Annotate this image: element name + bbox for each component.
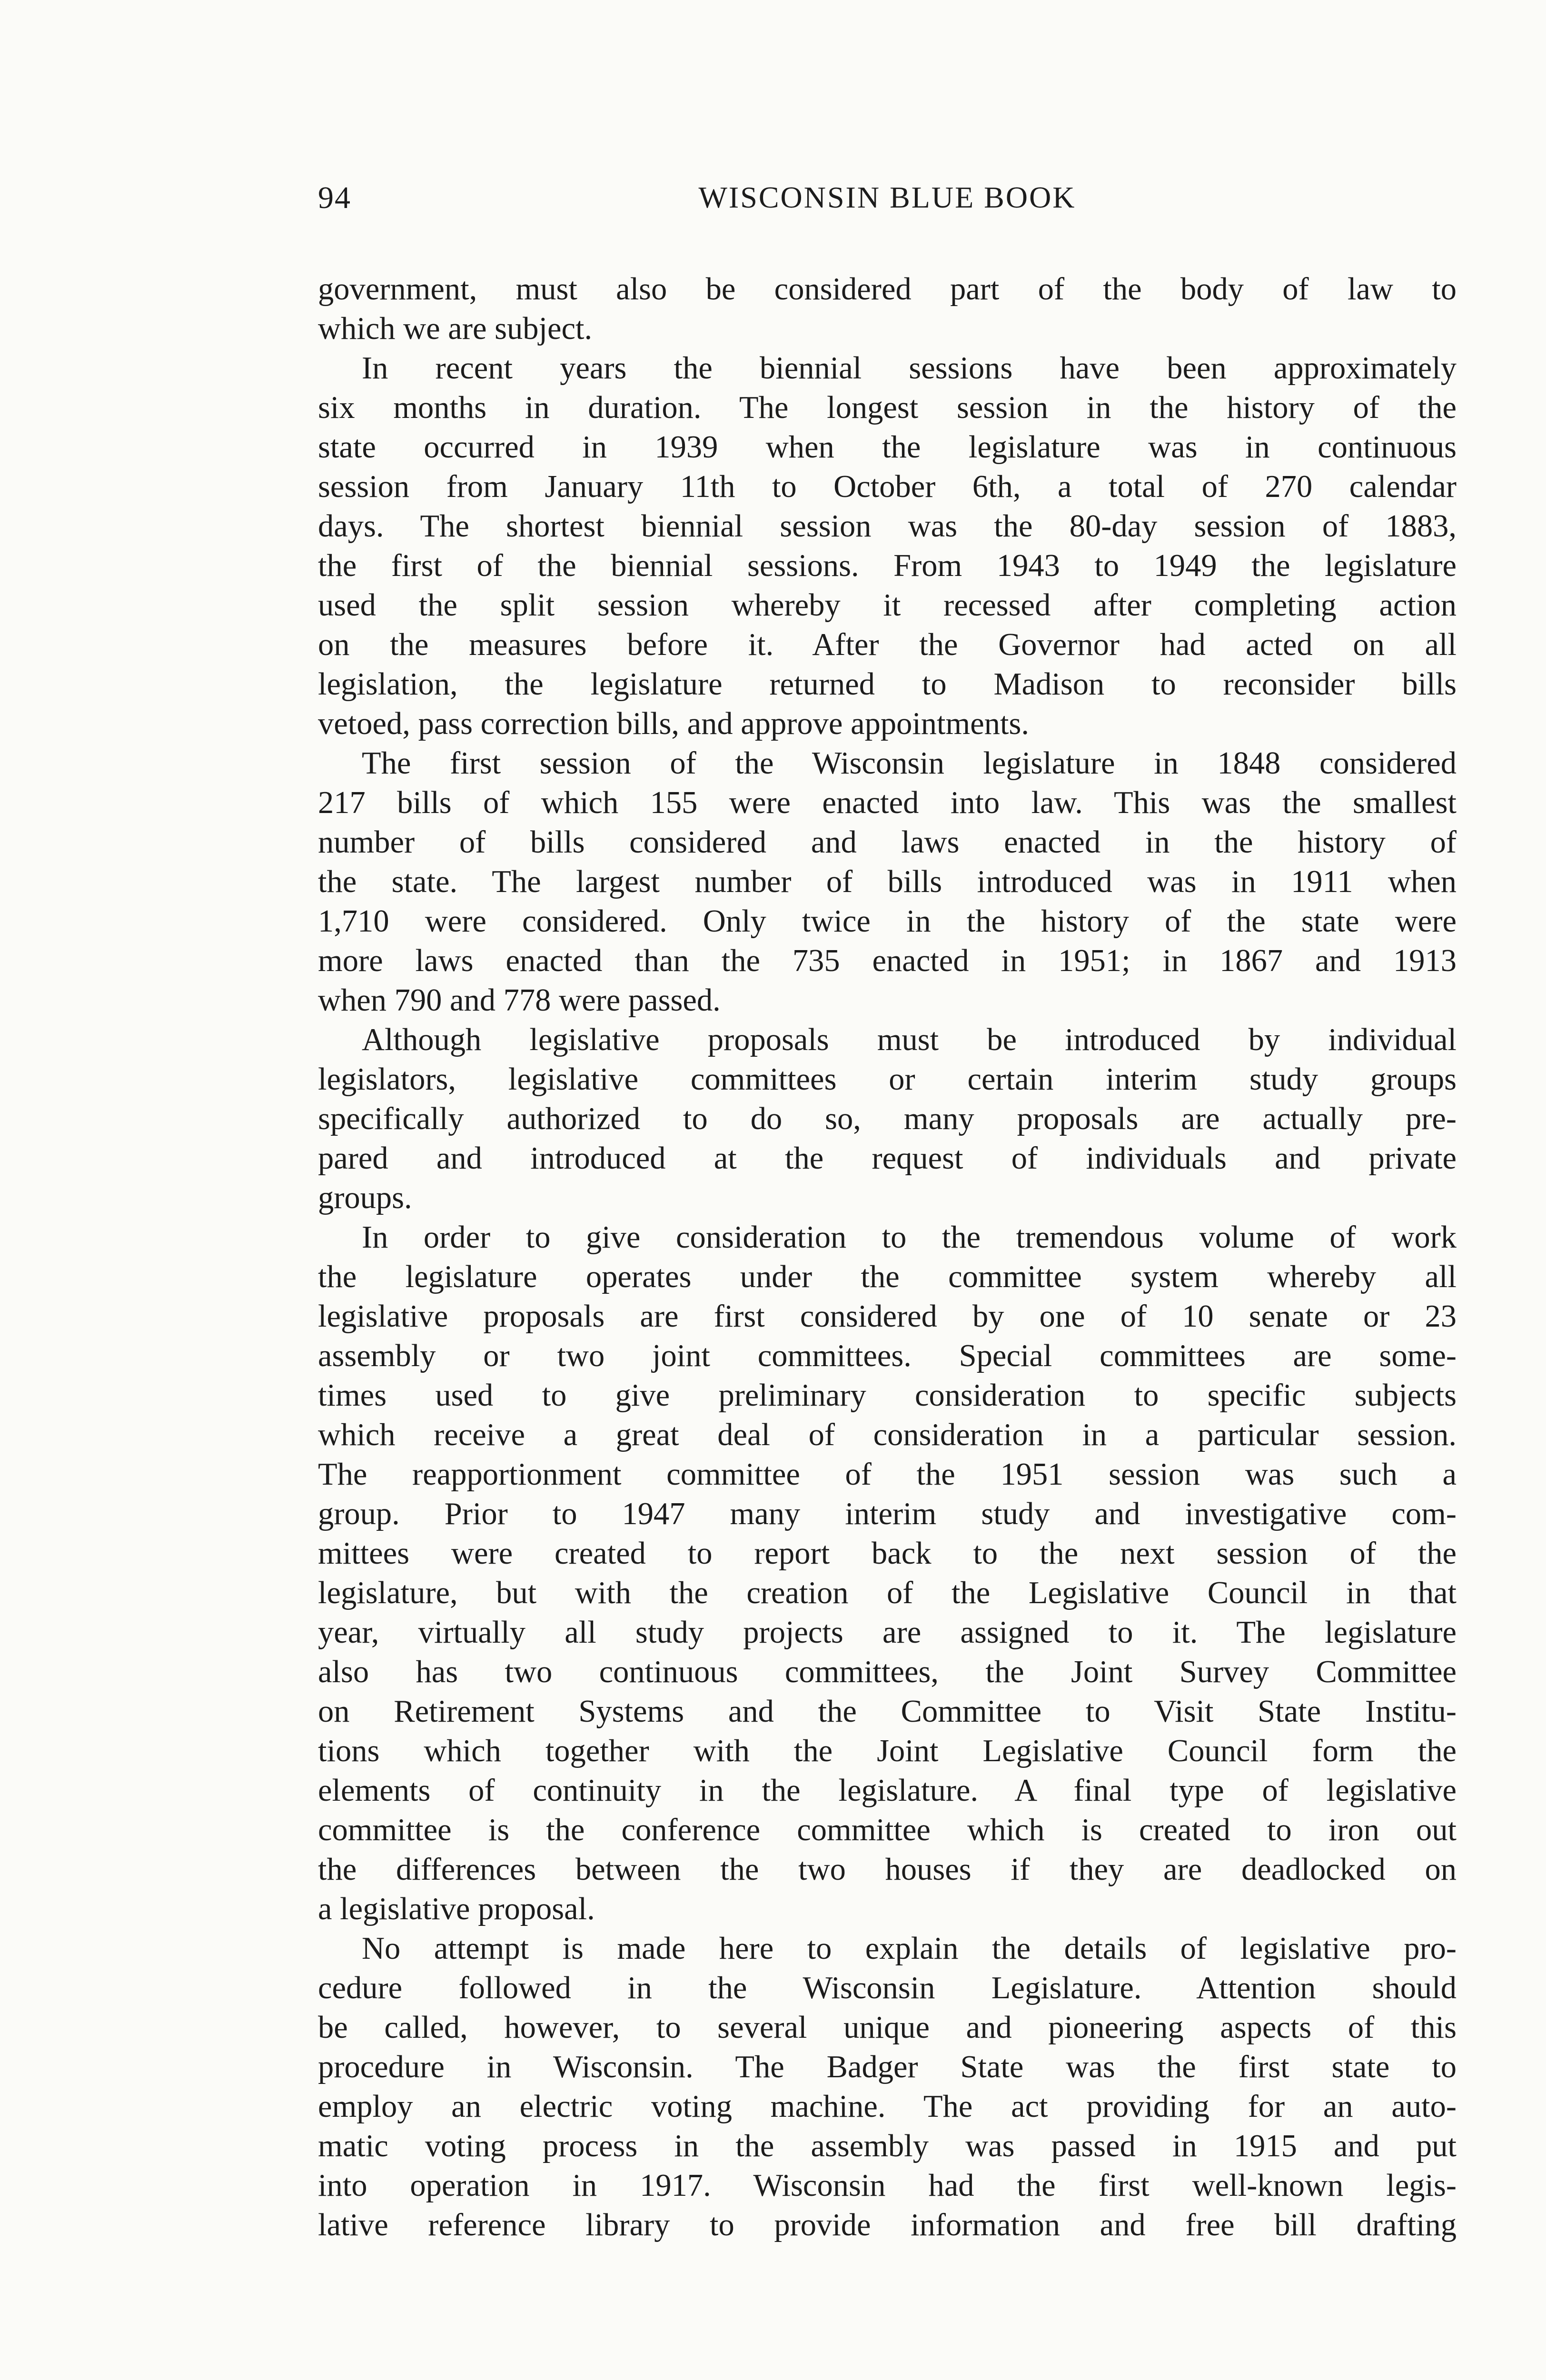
paragraph <box>318 744 1457 1020</box>
text-line: mittees were created to report back to the next session of the <box>318 1536 1457 1571</box>
text-line: In recent years the biennial sessions have been approximately <box>362 351 1457 386</box>
text-line: vetoed, pass correction bills, and approve appointments. <box>318 706 1030 741</box>
text-line: more laws enacted than the 735 enacted in 1951; in 1867 and 1913 <box>318 943 1457 978</box>
text-line: 217 bills of which 155 were enacted into law. This was the smallest <box>318 785 1457 820</box>
text-line: number of bills considered and laws enacted in the history of <box>318 825 1457 860</box>
text-line: into operation in 1917. Wisconsin had the first well-known legis- <box>318 2168 1457 2203</box>
text-line: on the measures before it. After the Governor had acted on all <box>318 627 1457 662</box>
text-line: The first session of the Wisconsin legislature in 1848 considered <box>362 746 1457 781</box>
text-line: assembly or two joint committees. Special committees are some- <box>318 1339 1457 1373</box>
text-line: legislative proposals are first considered by one of 10 senate or 23 <box>318 1299 1457 1334</box>
text-line: days. The shortest biennial session was the 80-day session of 1883, <box>318 509 1457 544</box>
text-line: the differences between the two houses if they are deadlocked on <box>318 1852 1457 1887</box>
text-line: legislation, the legislature returned to Madison to reconsider bills <box>318 667 1457 702</box>
text-line: legislators, legislative committees or certain interim study groups <box>318 1062 1457 1097</box>
text-line: group. Prior to 1947 many interim study and investigative com- <box>318 1497 1457 1531</box>
text-line: lative reference library to provide information and free bill drafting <box>318 2208 1457 2242</box>
text-line: legislature, but with the creation of the Legislative Council in that <box>318 1576 1457 1610</box>
text-line: Although legislative proposals must be introduced by individual <box>362 1022 1457 1057</box>
running-title: WISCONSIN BLUE BOOK <box>698 180 1076 214</box>
text-line: government, must also be considered part of the body of law to <box>318 272 1457 307</box>
paragraph <box>318 1929 1457 2245</box>
text-line: cedure followed in the Wisconsin Legislature. Attention should <box>318 1971 1457 2005</box>
paragraph <box>318 269 1457 348</box>
text-line: matic voting process in the assembly was passed in 1915 and put <box>318 2129 1457 2163</box>
paragraph <box>318 1020 1457 1218</box>
text-line: which receive a great deal of consideration in a particular session. <box>318 1418 1457 1452</box>
text-line: 1,710 were considered. Only twice in the history of the state were <box>318 904 1457 939</box>
page-header <box>318 180 1457 232</box>
text-line: employ an electric voting machine. The act providing for an auto- <box>318 2089 1457 2124</box>
text-line: In order to give consideration to the tremendous volume of work <box>362 1220 1457 1255</box>
text-line: No attempt is made here to explain the details of legislative pro- <box>362 1931 1457 1966</box>
text-line: the legislature operates under the committee system whereby all <box>318 1259 1457 1294</box>
page-number: 94 <box>318 180 351 215</box>
text-line: be called, however, to several unique and pioneering aspects of this <box>318 2010 1457 2045</box>
text-line: committee is the conference committee which is created to iron out <box>318 1813 1457 1847</box>
paragraph <box>318 348 1457 744</box>
text-line: pared and introduced at the request of individuals and private <box>318 1141 1457 1176</box>
text-line: six months in duration. The longest session in the history of the <box>318 390 1457 425</box>
text-line: specifically authorized to do so, many proposals are actually pre- <box>318 1101 1457 1136</box>
text-line: when 790 and 778 were passed. <box>318 983 721 1018</box>
text-line: a legislative proposal. <box>318 1892 595 1926</box>
text-line: tions which together with the Joint Legislative Council form the <box>318 1734 1457 1768</box>
body-text <box>318 269 1457 2245</box>
text-line: The reapportionment committee of the 1951 session was such a <box>318 1457 1457 1492</box>
text-line: also has two continuous committees, the Joint Survey Committee <box>318 1655 1457 1689</box>
text-line: on Retirement Systems and the Committee to Visit State Institu- <box>318 1694 1457 1729</box>
text-line: which we are subject. <box>318 311 593 346</box>
text-line: session from January 11th to October 6th, a total of 270 calendar <box>318 469 1457 504</box>
text-line: procedure in Wisconsin. The Badger State was the first state to <box>318 2050 1457 2084</box>
text-line: used the split session whereby it recessed after completing action <box>318 588 1457 623</box>
text-line: the state. The largest number of bills introduced was in 1911 when <box>318 864 1457 899</box>
text-line: times used to give preliminary consideration to specific subjects <box>318 1378 1457 1413</box>
text-line: groups. <box>318 1180 412 1215</box>
text-line: elements of continuity in the legislature. A final type of legislative <box>318 1773 1457 1808</box>
text-line: state occurred in 1939 when the legislature was in continuous <box>318 430 1457 465</box>
paragraph <box>318 1218 1457 1929</box>
text-line: the first of the biennial sessions. From 1943 to 1949 the legislature <box>318 548 1457 583</box>
text-line: year, virtually all study projects are assigned to it. The legislature <box>318 1615 1457 1650</box>
